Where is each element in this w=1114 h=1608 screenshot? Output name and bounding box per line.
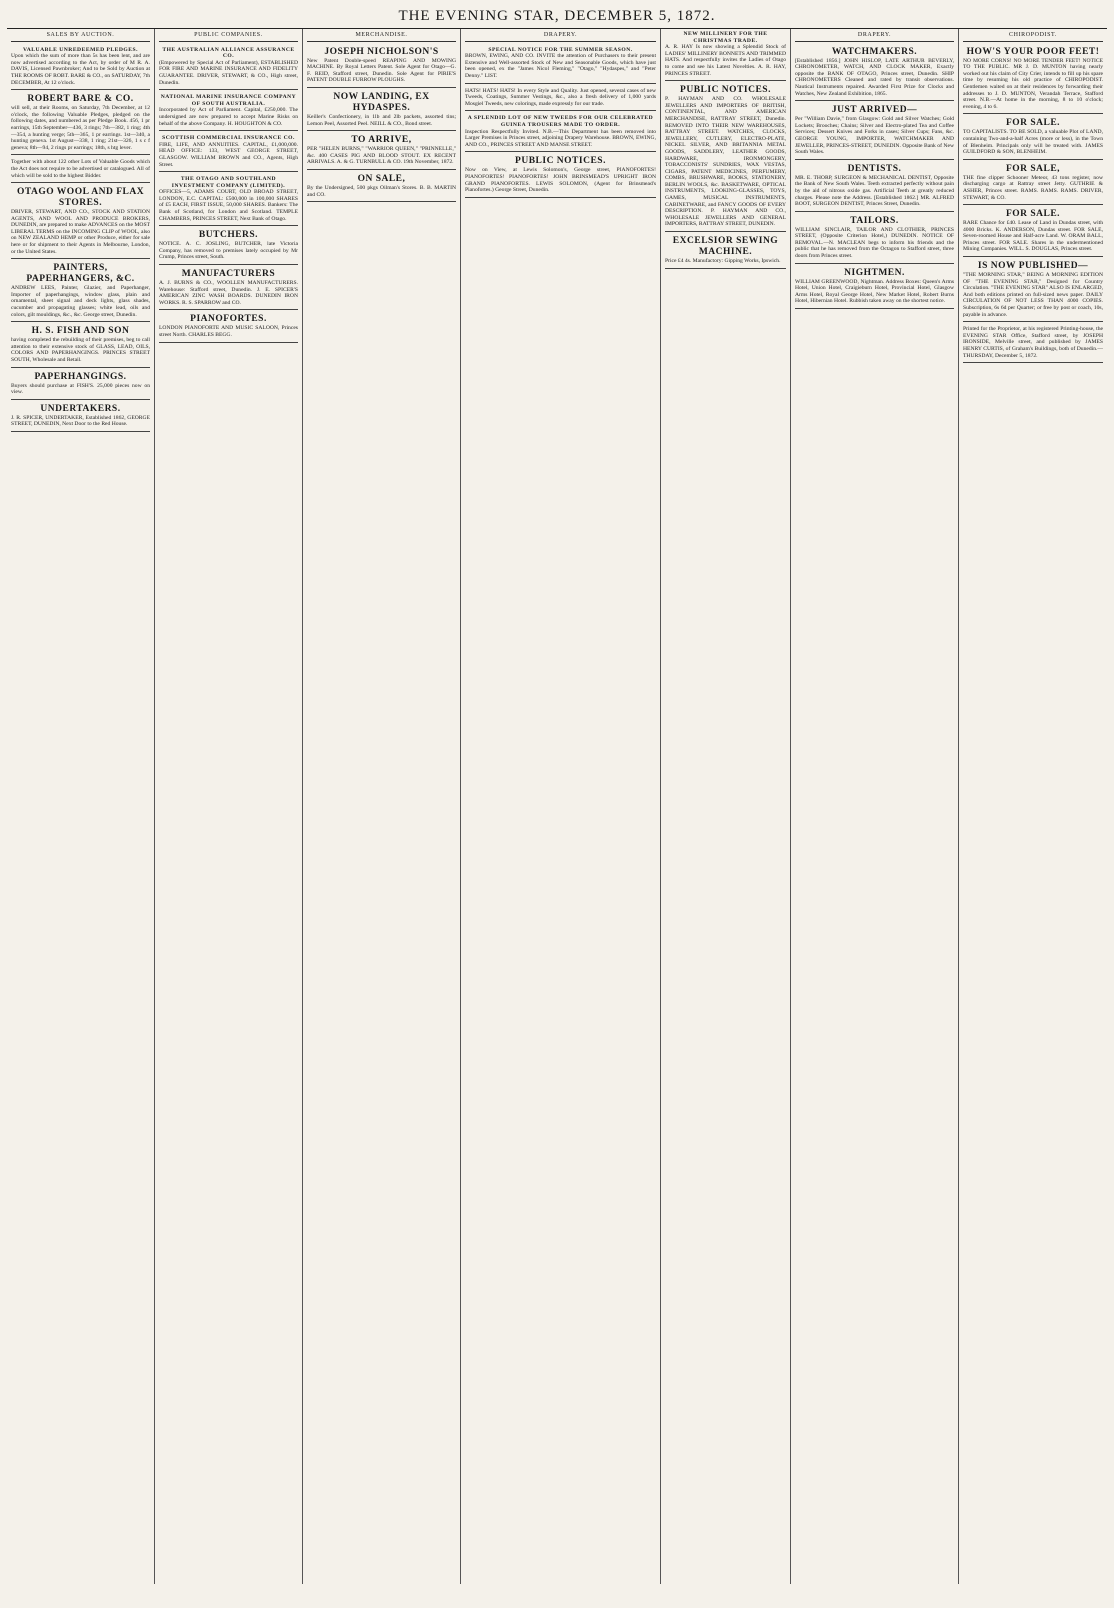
ad-title: PUBLIC NOTICES.	[680, 85, 771, 96]
ad-body: A. J. BURNS & CO., WOOLLEN MANUFACTURERS. Warehouse: Stafford street, Dunedin. J. E. SPICER'S AMERICAN ZINC WASH BOARDS. DUNEDIN IRON WORKS. R. S. SPARROW and CO.	[159, 280, 298, 306]
advertisement	[11, 402, 150, 432]
advertisement	[159, 228, 298, 265]
ad-body: (Empowered by Special Act of Parliament), ESTABLISHED FOR FIRE AND MARINE INSURANCE AND FIDELITY GUARANTEE. DRIVER, STEWART, & CO., High street, Dunedin.	[159, 59, 298, 86]
advertisement	[159, 133, 298, 172]
ad-title: PAINTERS, PAPERHANGERS, &C.	[26, 263, 135, 285]
advertisement	[665, 83, 786, 232]
ad-body: "THE MORNING STAR," BEING A MORNING EDITION OF "THE EVENING STAR," Designed for Country Circulation. "THE EVENING STAR" ALSO IS ENLARGED, And both editions printed on full-sized news paper. DAILY CIRCULATION OF NOT LESS THAN 4000 COPIES. Subscription, 6s 6d per Quarter; or free by post or coach, 10s, payable in advance.	[963, 272, 1103, 318]
advertisement	[11, 370, 150, 400]
advertisement	[159, 267, 298, 310]
advertisement	[465, 45, 656, 84]
ad-body: HATS! HATS! HATS! In every Style and Quality. Just opened, several cases of new Tweeds, Coatings, Summer Vestings, &c., also a fresh delivery of 1,000 yards Mosgiel Tweeds, new colorings, made expressly for our trade.	[465, 87, 656, 107]
ad-title: THE OTAGO AND SOUTHLAND INVESTMENT COMPANY (LIMITED).	[171, 176, 286, 189]
ad-body: P. HAYMAN AND CO. WHOLESALE JEWELLERS AND IMPORTERS OF BRITISH, CONTINENTAL, AND AMERICAN MERCHANDISE, RATTRAY STREET, Dunedin. REMOVED INTO THEIR NEW WAREHOUSES, RATTRAY STREET. WATCHES, CLOCKS, JEWELLERY, CUTLERY, ELECTRO-PLATE, NICKEL SILVER, AND BRITANNIA METAL GOODS, SADDLERY, LEATHER GOODS, HARDWARE, IRONMONGERY, TOBACCONISTS' SUNDRIES, WAX VESTAS, CIGARS, PATENT MEDICINES, PERFUMERY, COMBS, BRUSHWARE, BOOKS, STATIONERY, BERLIN WOOLS, &c. BASKETWARE, OPTICAL INSTRUMENTS, LOOKING-GLASSES, TOYS, GAMES, MUSICAL INSTRUMENTS, CABINETWARE, and FANCY GOODS OF EVERY DESCRIPTION. P. HAYMAN AND CO., WHOLESALE JEWELLERS AND GENERAL IMPORTERS, RATTRAY STREET, DUNEDIN.	[665, 96, 786, 228]
ad-title: PUBLIC NOTICES.	[515, 156, 606, 167]
advertisement	[307, 133, 456, 170]
advertisement	[465, 86, 656, 112]
ad-title: FOR SALE,	[1005, 163, 1061, 174]
ad-title: IS NOW PUBLISHED—	[977, 261, 1089, 272]
advertisement	[795, 266, 954, 309]
ad-title: VALUABLE UNREDEEMED PLEDGES.	[22, 46, 139, 53]
advertisement	[795, 162, 954, 212]
ad-body: RARE Chance for £40. Lease of Land in Dundas street, with 4000 Bricks. K. ANDERSON, Dundas street. FOR SALE, Seven-roomed House and Half-acre Land. W. ORAM BALL, Princes street. FOR SALE. Shares in the undermentioned Mining Companies. WILL. S. DOUGLAS, Princes street.	[963, 220, 1103, 253]
ad-body: Incorporated by Act of Parliament. Capital, £250,000. The undersigned are now prepared to accept Marine Risks on behalf of the above Company. H. HOUGHTON & CO.	[159, 107, 298, 127]
ad-body: THE fine clipper Schooner Meteor, 43 tons register, now discharging cargo at Rattray street Jetty. GUTHRIE & ASHER, Princes street. RAMS. RAMS. RAMS. DRIVER, STEWART, & CO.	[963, 174, 1103, 201]
column-heading: PUBLIC COMPANIES.	[159, 29, 298, 42]
column-heading: MERCHANDISE.	[307, 29, 456, 42]
advertisement	[963, 259, 1103, 322]
ad-title: FOR SALE.	[1005, 209, 1061, 220]
advertisement	[307, 90, 456, 131]
ad-body: will sell, at their Rooms, on Saturday, 7th December, at 12 o'clock, the following Valuable Pledges, pledged on the following dates, and numbered as per Pledge Book. 456, 1 pr earrings, 15th September—436, 3 rings; 7th—382, 1 ring; 4th—354, a hunting verge; 5th—365, 1 pr earrings. 1st—340, a hunting geneva. 1st August—338, 1 ring; 21st—326, 1 s c f geneva; 8th—94, 2 rings pr earrings; 18th, s htg lever.	[11, 105, 150, 151]
masthead: THE EVENING STAR, DECEMBER 5, 1872.	[7, 6, 1107, 29]
ad-title: NEW MILLINERY FOR THE CHRISTMAS TRADE.	[683, 31, 768, 44]
ad-title: ON SALE,	[357, 173, 406, 184]
ad-title: NATIONAL MARINE INSURANCE COMPANY OF SOUTH AUSTRALIA.	[160, 94, 297, 107]
advertisement	[963, 116, 1103, 159]
advertisement	[11, 45, 150, 91]
ad-body: Price £4 4s. Manufactory: Gipping Works, Ipswich.	[665, 258, 781, 265]
column-4	[461, 29, 661, 1584]
ad-body: TO CAPITALISTS. TO BE SOLD, a valuable Plot of LAND, containing Two-and-a-half Acres (more or less), in the Town of Blenheim. Principals only will be treated with. JAMES GUILDFORD & SON, BLENHEIM.	[963, 129, 1103, 156]
ad-title: TAILORS.	[850, 215, 899, 226]
column-1	[7, 29, 155, 1584]
newspaper-page	[7, 6, 1107, 1596]
ad-body: By the Undersigned, 500 pkgs Oilman's Stores. B. B. MARTIN and CO.	[307, 184, 456, 198]
ad-body: J. R. SPICER, UNDERTAKER, Established 1862, GEORGE STREET, DUNEDIN, Next Door to the Red House.	[11, 414, 150, 428]
ad-title: PIANOFORTES.	[190, 314, 267, 325]
advertisement	[11, 92, 150, 155]
ad-body: New Patent Double-speed REAPING AND MOWING MACHINE. By Royal Letters Patent. Sole Agent for Otago—G. F. REID, Stafford street, Dunedin. Sole Agent for PIRIE'S PATENT DOUBLE FURROW PLOUGHS.	[307, 57, 456, 84]
advertisement	[465, 113, 656, 152]
ad-body: A. R. HAY Is now showing a Splendid Stock of LADIES' MILLINERY BONNETS AND TRIMMED HATS. And respectfully invites the Ladies of Otago to come and see his Latest Novelties. A. R. HAY, PRINCES STREET.	[665, 44, 786, 77]
ad-body: Inspection Respectfully Invited. N.B.—This Department has been removed into Larger Premises in Princes street, adjoining Drapery Warehouse. BROWN, EWING, AND CO., PRINCES STREET AND MANSE STREET.	[465, 128, 656, 148]
ad-title: HOW'S YOUR POOR FEET!	[966, 46, 1100, 57]
ad-body: Keiller's Confectionery, in 1lb and 2lb packets, assorted tins; Lemon Peel, Assorted Peel. NEILL & CO., Bond street.	[307, 113, 456, 127]
advertisement	[11, 261, 150, 322]
ad-title: SPECIAL NOTICE FOR THE SUMMER SEASON.	[488, 46, 633, 53]
column-heading: SALES BY AUCTION.	[11, 29, 150, 42]
ad-title: MANUFACTURERS	[181, 269, 276, 280]
ad-body: ANDREW LEES, Painter, Glazier, and Paperhanger, Importer of paperhangings, window glass, plain and ornamental, sheet signal and deck lights, glass shades, cucumber and propagating glasses; white lead, oils and colors, gilt mouldings, &c., &c. George street, Dunedin.	[11, 285, 150, 318]
ad-body: WILLIAM GREENWOOD, Nightman. Address Boxes: Queen's Arms Hotel, Union Hotel, Craigieburn Hotel, Provincial Hotel, Glasgow Arms Hotel, Royal George Hotel, New Market Hotel, Robert Burns Hotel, Hibernian Hotel. Rubbish taken away on the shortest notice.	[795, 278, 954, 305]
ad-body: Buyers should purchase at FISH'S. 25,000 pieces now on view.	[11, 382, 150, 396]
ad-title: H. S. FISH AND SON	[31, 326, 130, 337]
advertisement	[307, 172, 456, 202]
ad-body: PER "HELEN BURNS," "WARRIOR QUEEN," "PRINNELLE," &c. 400 CASES PIG AND BLOOD STOUT. EX RECENT ARRIVALS. A. & G. TURNBULL & CO. 19th November, 1872.	[307, 146, 456, 166]
ad-body: Now on View, at Lewis Solomon's, George street, PIANOFORTES! PIANOFORTES! PIANOFORTES! JOHN BRINSMEAD'S UPRIGHT IRON GRAND PIANOFORTES. LEWIS SOLOMON, (Agent for Brinsmead's Pianofortes.) George Street, Dunedin.	[465, 167, 656, 194]
column-heading: DRAPERY.	[795, 29, 954, 42]
ad-title: OTAGO WOOL AND FLAX STORES.	[16, 187, 145, 209]
advertisement	[795, 103, 954, 160]
advertisement	[159, 312, 298, 342]
ad-body: WILLIAM SINCLAIR, TAILOR AND CLOTHIER, PRINCES STREET, (Opposite Criterion Hotel,) DUNEDIN. NOTICE OF REMOVAL.—N. MACLEAN begs to inform his friends and the public that he has removed from the Octagon to Stafford street, three doors from Princes street.	[795, 226, 954, 260]
ad-title: UNDERTAKERS.	[40, 403, 121, 414]
advertisement	[159, 92, 298, 131]
column-3	[303, 29, 461, 1584]
ad-body: Per "William Davie," from Glasgow: Gold and Silver Watches; Gold Lockets; Brooches; Chains; Silver and Electro-plated Tea and Coffee Services; Dessert Knives and Forks in cases; Silver Cups; Fans, &c. GEORGE YOUNG, IMPORTER, WATCHMAKER AND JEWELLER, PRINCES-STREET, DUNEDIN. Opposite Bank of New South Wales.	[795, 116, 954, 156]
ad-title: WATCHMAKERS.	[831, 46, 918, 57]
ad-body: LONDON PIANOFORTE AND MUSIC SALOON, Princes street North. CHARLES BEGG.	[159, 325, 298, 338]
advertisement	[795, 45, 954, 102]
column-heading: DRAPERY.	[465, 29, 656, 42]
column-heading: CHIROPODIST.	[963, 29, 1103, 42]
ad-title: A SPLENDID LOT OF NEW TWEEDS FOR OUR CELEBRATED GUINEA TROUSERS MADE TO ORDER.	[467, 115, 654, 128]
columns	[7, 29, 1107, 1584]
advertisement	[963, 324, 1103, 363]
ad-title: EXCELSIOR SEWING MACHINE.	[672, 236, 779, 258]
column-6	[791, 29, 959, 1584]
ad-title: FOR SALE.	[1005, 118, 1061, 129]
ad-body: Together with about 122 other Lots of Valuable Goods which the Act does not require to be advertised or catalogued. All of which will be sold to the highest Bidder.	[11, 159, 150, 179]
ad-title: NIGHTMEN.	[844, 267, 905, 278]
advertisement	[11, 324, 150, 367]
ad-body: Printed for the Proprietor, at his registered Printing-house, the EVENING STAR Office, Stafford street, by JOSEPH IRONSIDE, Melville street, and published by JAMES HENRY CURTIS, of Graham's Buildings, both of Dunedin.—THURSDAY, December 5, 1872.	[963, 326, 1103, 359]
ad-title: THE AUSTRALIAN ALLIANCE ASSURANCE CO.	[162, 46, 295, 60]
advertisement	[307, 45, 456, 88]
ad-title: DENTISTS.	[847, 163, 902, 174]
advertisement	[665, 29, 786, 81]
ad-title: PAPERHANGINGS.	[34, 371, 127, 382]
ad-body: MR. E. THORP, SURGEON & MECHANICAL DENTIST, Opposite the Bank of New South Wales. Teeth extracted perfectly without pain by the aid of nitrous oxide gas. Artificial Teeth at greatly reduced charges. Please note the Address. [Established 1862.] MR. ALFRED BOOT, SURGEON DENTIST, Princes Street, Dunedin.	[795, 174, 954, 208]
advertisement	[963, 45, 1103, 115]
advertisement	[11, 157, 150, 183]
ad-title: JOSEPH NICHOLSON'S	[324, 46, 439, 57]
ad-title: JUST ARRIVED—	[831, 105, 918, 116]
ad-body: having completed the rebuilding of their premises, beg to call attention to their extensive stock of GLASS, LEAD, OILS, COLORS AND PAPERHANGINGS. PRINCES STREET SOUTH, Wholesale and Retail.	[11, 337, 150, 363]
advertisement	[465, 154, 656, 197]
ad-body: NOTICE. A. C. JOSLING, BUTCHER, late Victoria Company, has removed to premises lately occupied by Mr Crump, Princes street, South.	[159, 241, 298, 261]
ad-body: OFFICES—5, ADAMS COURT, OLD BROAD STREET, LONDON, E.C. CAPITAL: £500,000 in 100,000 SHARES of £5 EACH, FIRST ISSUE, 50,000 SHARES. Bankers: The Bank of Scotland, for London and Scotland. TEMPLE CHAMBERS, PRINCES STREET, Next Bank of Otago.	[159, 189, 298, 222]
ad-title: NOW LANDING, EX HYDASPES.	[333, 91, 430, 113]
column-7	[959, 29, 1107, 1584]
advertisement	[963, 162, 1103, 205]
advertisement	[11, 185, 150, 259]
ad-title: SCOTTISH COMMERCIAL INSURANCE CO.	[162, 135, 295, 142]
advertisement	[795, 214, 954, 264]
column-2	[155, 29, 303, 1584]
advertisement	[159, 45, 298, 91]
ad-body: NO MORE CORNS! NO MORE TENDER FEET! NOTICE TO THE PUBLIC. MR J. D. MUNTON having nearly worked out his claim of City Crier, intends to fill up his spare time by resuming his old practice of CHIROPODIST. Gentlemen waited on at their residences by forwarding their addresses to J. D. MUNTON, Verandah Terrace, Stafford street. N.B.—At home in the morning, 8 to 10 o'clock; evening, 4 to 6.	[963, 57, 1103, 110]
ad-title: BUTCHERS.	[198, 230, 259, 241]
ad-title: TO ARRIVE,	[351, 135, 412, 146]
ad-body: BROWN, EWING, AND CO. INVITE the attention of Purchasers to their present Extensive and Well-assorted Stock of New and Seasonable Goods, which have just been opened, ex the "James Nicol Fleming," "Otago," "Hydaspes," and "Peter Denny." LIST.	[465, 53, 656, 79]
advertisement	[159, 174, 298, 226]
ad-title: ROBERT BARE & CO.	[27, 94, 134, 105]
ad-body: DRIVER, STEWART, AND CO., STOCK AND STATION AGENTS, AND WOOL AND PRODUCE BROKERS, DUNEDIN, are prepared to make ADVANCES on the MOST LIBERAL TERMS on the INCOMING CLIP of WOOL, also on NEW ZEALAND HEMP or other Produce, either for sale here or for shipment to their Agents in Melbourne, London, or the United States.	[11, 209, 150, 255]
advertisement	[665, 234, 786, 269]
ad-body: FIRE, LIFE, AND ANNUITIES. CAPITAL, £1,000,000. HEAD OFFICE: 133, WEST GEORGE STREET, GLASGOW. WILLIAM BROWN and CO., Agents, High Street.	[159, 141, 298, 168]
ad-body: Upon which the sum of more than 5s has been lent, and are now advertised according to the Act, by order of M R. A. DAVIS, Licensed Pawnbroker; And to be Sold by Auction at THE ROOMS OF ROBT. BARE & CO., on SATURDAY, 7th DECEMBER, At 12 o'clock.	[11, 53, 150, 86]
ad-body: [Established 1856.] JOHN HISLOP, LATE ARTHUR BEVERLY, CHRONOMETER, WATCH, AND CLOCK MAKER, Exactly opposite the BANK OF OTAGO, Princes street, Dunedin. SHIP CHRONOMETERS Cleaned and rated by transit observations. Nautical Instruments repaired. Awarded First Prize for Clocks and Watches, New Zealand Exhibition, 1865.	[795, 57, 954, 97]
column-5	[661, 29, 791, 1584]
advertisement	[963, 207, 1103, 257]
